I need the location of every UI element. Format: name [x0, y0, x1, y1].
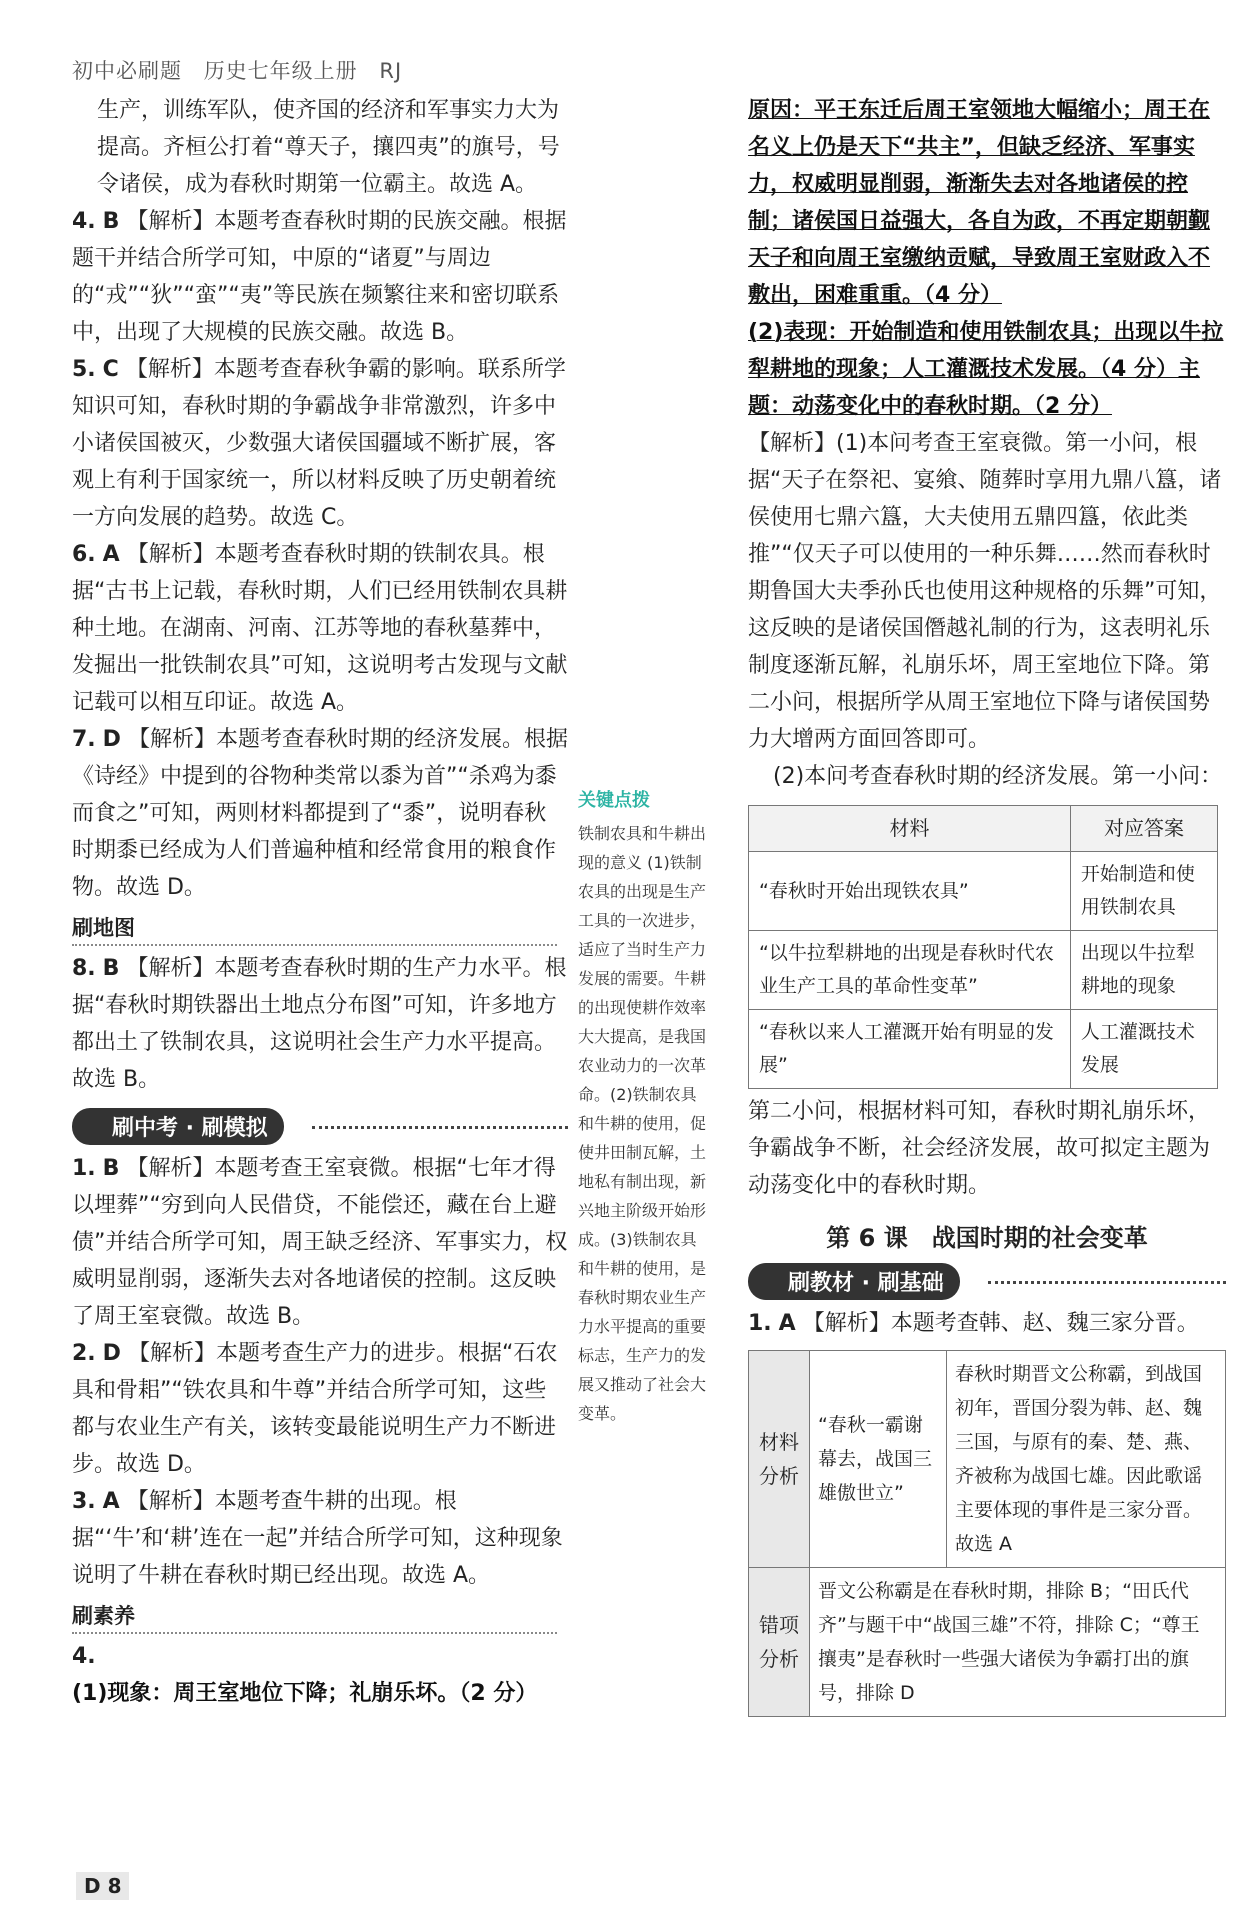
answer-m1 — [72, 1150, 568, 1335]
q6-answer: A — [102, 542, 120, 567]
m4-number: 4. — [72, 1644, 96, 1669]
answer-q8 — [72, 950, 568, 1098]
q4-answer: B — [102, 209, 120, 234]
wrong-option-explanation: 晋文公称霸是在春秋时期，排除 B；“田氏代齐”与题干中“战国三雄”不符，排除 C；“尊王攘夷”是春秋时一些强大诸侯为争霸打出的旗号，排除 D — [810, 1568, 1226, 1717]
table-head-answer: 对应答案 — [1070, 806, 1217, 852]
analysis-part3: 第二小问，根据材料可知，春秋时期礼崩乐坏，争霸战争不断，社会经济发展，故可拟定主题为动荡变化中的春秋时期。 — [748, 1099, 1211, 1198]
q8-answer: B — [102, 956, 120, 981]
q6-explanation: 【解析】本题考查春秋时期的铁制农具。根据“古书上记载，春秋时期，人们已经用铁制农具耕种土地。在湖南、河南、江苏等地的春秋墓葬中，发掘出一批铁制农具”可知，这说明考古发现与文献记载可以相互印证。故选 A。 — [72, 542, 568, 715]
header-edition: RJ — [379, 59, 403, 83]
material-explanation: 春秋时期晋文公称霸，到战国初年，晋国分裂为韩、赵、魏三国，与原有的秦、楚、燕、齐被称为战国七雄。因此歌谣主要体现的事件是三家分晋。故选 A — [947, 1351, 1226, 1568]
q5-answer: C — [102, 357, 119, 382]
intro-text: 生产，训练军队，使齐国的经济和军事实力大为提高。齐桓公打着“尊天子，攘四夷”的旗号，号令诸侯，成为春秋时期第一位霸主。故选 A。 — [97, 98, 560, 197]
answer-b1 — [748, 1305, 1226, 1342]
m2-explanation: 【解析】本题考查生产力的进步。根据“石农具和骨耜”“铁农具和牛尊”并结合所学可知，这些都与农业生产有关，该转变最能说明生产力不断进步。故选 D。 — [72, 1341, 558, 1477]
band-heading-exam-label: 刷中考 · 刷模拟 — [72, 1108, 284, 1145]
q7-explanation: 【解析】本题考查春秋时期的经济发展。根据《诗经》中提到的谷物种类常以黍为首”“杀鸡为黍而食之”可知，两则材料都提到了“黍”，说明春秋时期黍已经成为人们普遍种植和经常食用的粮食作物。故选 D。 — [72, 727, 568, 900]
band-heading-textbook-label: 刷教材 · 刷基础 — [748, 1263, 960, 1300]
analysis-part2: (2)本问考查春秋时期的经济发展。第一小问： — [773, 764, 1223, 789]
answer-q5 — [72, 351, 568, 536]
cause-answer: 原因：平王东迁后周王室领地大幅缩小；周王在名义上仍是天下“共主”，但缺乏经济、军事实力，权威明显削弱，渐渐失去对各地诸侯的控制；诸侯国日益强大，各自为政，不再定期朝觐天子和向周王室缴纳贡赋，导致周王室财政入不敷出，困难重重。（4 分） — [748, 98, 1211, 308]
table-cell-material: “以牛拉犁耕地的出现是春秋时代农业生产工具的革命性变革” — [749, 931, 1071, 1010]
m1-number: 1. — [72, 1156, 96, 1181]
q5-explanation: 【解析】本题考查春秋争霸的影响。联系所学知识可知，春秋时期的争霸战争非常激烈，许多中小诸侯国被灭，少数强大诸侯国疆域不断扩展，客观上有利于国家统一，所以材料反映了历史朝着统一方向发展的趋势。故选 C。 — [72, 357, 566, 530]
analysis-part1: 【解析】(1)本问考查王室衰微。第一小问，根据“天子在祭祀、宴飨、随葬时享用九鼎八簋，诸侯使用七鼎六簋，大夫使用五鼎四簋，依此类推”“仅天子可以使用的一种乐舞……然而春秋时期鲁国大夫季孙氏也使用这种规格的乐舞”可知，这反映的是诸侯国僭越礼制的行为，这表明礼乐制度逐渐瓦解，礼崩乐坏，周王室地位下降。第二小问，根据所学从周王室地位下降与诸侯国势力大增两方面回答即可。 — [748, 431, 1222, 752]
q4-number: 4. — [72, 209, 96, 234]
q7-answer: D — [102, 727, 121, 752]
answer-q4 — [72, 203, 568, 351]
m1-explanation: 【解析】本题考查王室衰微。根据“七年才得以埋葬”“穷到向人民借贷，不能偿还，藏在台上避债”并结合所学可知，周王缺乏经济、军事实力，权威明显削弱，逐渐失去对各地诸侯的控制。这反映了周王室衰微。故选 B。 — [72, 1156, 568, 1329]
m3-number: 3. — [72, 1489, 96, 1514]
header-series: 初中必刷题 — [72, 59, 182, 83]
table-row — [749, 1351, 1226, 1568]
left-column — [72, 92, 568, 1712]
band-heading-textbook — [748, 1263, 1226, 1299]
answer-q7 — [72, 721, 568, 906]
m4-answer-text: (1)现象：周王室地位下降；礼崩乐坏。（2 分） — [72, 1681, 538, 1706]
band-heading-dots — [312, 1126, 568, 1129]
m3-explanation: 【解析】本题考查牛耕的出现。根据“‘牛’和‘耕’连在一起”并结合所学可知，这种现象说明了牛耕在春秋时期已经出现。故选 A。 — [72, 1489, 563, 1588]
b1-answer: A — [778, 1311, 796, 1336]
section-map-heading: 刷地图 — [72, 912, 557, 946]
material-analysis-label: 材料分析 — [749, 1351, 810, 1568]
answer-m2 — [72, 1335, 568, 1483]
table-row — [749, 1568, 1226, 1717]
wrong-option-label: 错项分析 — [749, 1568, 810, 1717]
key-point-text: 铁制农具和牛耕出现的意义 (1)铁制农具的出现是生产工具的一次进步，适应了当时生产力发展的需要。牛耕的出现使耕作效率大大提高，是我国农业动力的一次革命。(2)铁制农具和牛耕的使用，促使井田制瓦解，土地私有制出现，新兴地主阶级开始形成。(3)铁制农具和牛耕的使用，是春秋时期农业生产力水平提高的重要标志，生产力的发展又推动了社会大变革。 — [578, 824, 707, 1423]
table-cell-material: “春秋以来人工灌溉开始有明显的发展” — [749, 1010, 1071, 1089]
table-cell-answer: 开始制造和使用铁制农具 — [1070, 852, 1217, 931]
header-subject: 历史七年级上册 — [203, 59, 358, 83]
material-quote: “春秋一霸谢幕去，战国三雄傲世立” — [810, 1351, 947, 1568]
q6-number: 6. — [72, 542, 96, 567]
table-row — [749, 931, 1218, 1010]
page-number: D 8 — [76, 1872, 129, 1900]
table-cell-answer: 人工灌溉技术发展 — [1070, 1010, 1217, 1089]
section-literacy-heading: 刷素养 — [72, 1600, 557, 1634]
key-point-sidebar — [578, 786, 710, 1428]
answer-m3 — [72, 1483, 568, 1594]
table-cell-answer: 出现以牛拉犁耕地的现象 — [1070, 931, 1217, 1010]
page-header — [72, 55, 416, 85]
part2-answer: (2)表现：开始制造和使用铁制农具；出现以牛拉犁耕地的现象；人工灌溉技术发展。（4 分）主题：动荡变化中的春秋时期。（2 分） — [748, 320, 1224, 419]
b1-explanation: 【解析】本题考查韩、赵、魏三家分晋。 — [802, 1311, 1199, 1336]
analysis-table — [748, 1350, 1226, 1717]
q4-explanation: 【解析】本题考查春秋时期的民族交融。根据题干并结合所学可知，中原的“诸夏”与周边的“戎”“狄”“蛮”“夷”等民族在频繁往来和密切联系中，出现了大规模的民族交融。故选 B。 — [72, 209, 567, 345]
lesson-title: 第 6 课 战国时期的社会变革 — [826, 1224, 1148, 1252]
table-row — [749, 852, 1218, 931]
q8-number: 8. — [72, 956, 96, 981]
q8-explanation: 【解析】本题考查春秋时期的生产力水平。根据“春秋时期铁器出土地点分布图”可知，许多地方都出土了铁制农具，这说明社会生产力水平提高。故选 B。 — [72, 956, 567, 1092]
m1-answer: B — [102, 1156, 120, 1181]
b1-number: 1. — [748, 1311, 772, 1336]
answer-q6 — [72, 536, 568, 721]
right-column — [748, 92, 1226, 1717]
m2-answer: D — [102, 1341, 121, 1366]
band-heading-exam — [72, 1108, 568, 1144]
table-row — [749, 1010, 1218, 1089]
material-answer-table — [748, 805, 1218, 1089]
table-header-row — [749, 806, 1218, 852]
band-heading-dots — [988, 1281, 1226, 1284]
m2-number: 2. — [72, 1341, 96, 1366]
q7-number: 7. — [72, 727, 96, 752]
key-point-title: 关键点拨 — [578, 790, 650, 811]
table-cell-material: “春秋时开始出现铁农具” — [749, 852, 1071, 931]
answer-m4 — [72, 1638, 568, 1712]
q5-number: 5. — [72, 357, 96, 382]
table-head-material: 材料 — [749, 806, 1071, 852]
m3-answer: A — [102, 1489, 120, 1514]
